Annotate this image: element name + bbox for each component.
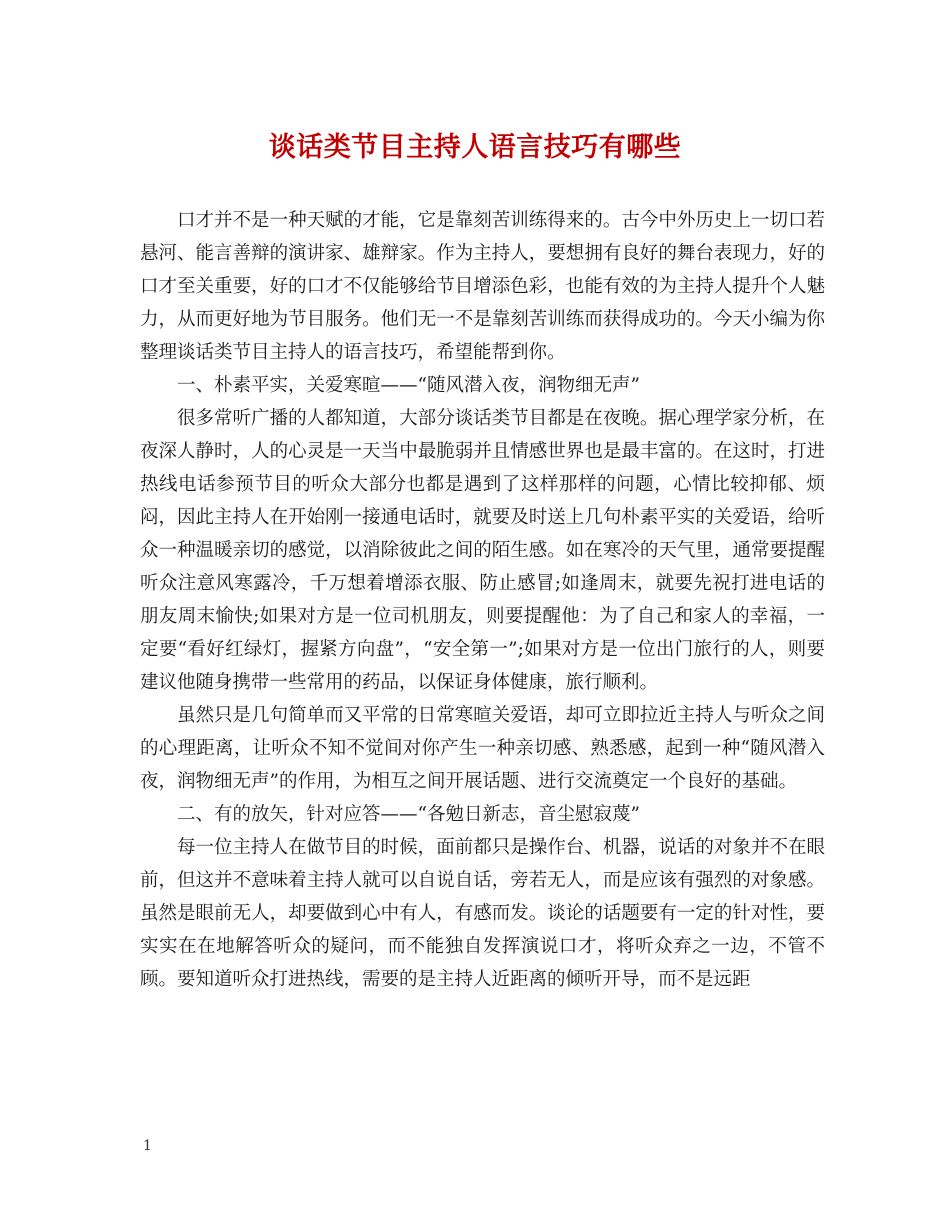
document-title: 谈话类节目主持人语言技巧有哪些 [268,132,682,163]
paragraph-section-2: 每一位主持人在做节目的时候，面前都只是操作台、机器，说话的对象并不在眼前，但这并不意味着主持人就可以自说自话，旁若无人，而是应该有强烈的对象感。虽然是眼前无人，却要做到心中有人，有感而发。谈论的话题要有一定的针对性，要实实在在地解答听众的疑问，而不能独自发挥演说口才，将听众弃之一边，不管不顾。要知道听众打进热线，需要的是主持人近距离的倾听开导，而不是远距 [140,837,825,990]
section-heading-1: 一、朴素平实，关爱寒暄——“随风潜入夜，润物细无声” [177,375,640,396]
paragraph-intro: 口才并不是一种天赋的才能，它是靠刻苦训练得来的。古今中外历史上一切口若悬河、能言善辩的演讲家、雄辩家。作为主持人，要想拥有良好的舞台表现力，好的口才至关重要，好的口才不仅能够给节目增添色彩，也能有效的为主持人提升个人魅力，从而更好地为节目服务。他们无一不是靠刻苦训练而获得成功的。今天小编为你整理谈话类节目主持人的语言技巧，希望能帮到你。 [140,210,825,363]
paragraph-section-1-summary: 虽然只是几句简单而又平常的日常寒暄关爱语，却可立即拉近主持人与听众之间的心理距离，让听众不知不觉间对你产生一种亲切感、熟悉感，起到一种“随风潜入夜，润物细无声”的作用，为相互之间开展话题、进行交流奠定一个良好的基础。 [140,705,825,792]
section-heading-2: 二、有的放矢，针对应答——“各勉日新志，音尘慰寂蔑” [177,804,640,825]
paragraph-section-1: 很多常听广播的人都知道，大部分谈话类节目都是在夜晚。据心理学家分析，在夜深人静时，人的心灵是一天当中最脆弱并且情感世界也是最丰富的。在这时，打进热线电话参预节目的听众大部分也都是遇到了这样那样的问题，心情比较抑郁、烦闷，因此主持人在开始刚一接通电话时，就要及时送上几句朴素平实的关爱语，给听众一种温暖亲切的感觉，以消除彼此之间的陌生感。如在寒冷的天气里，通常要提醒听众注意风寒露冷，千万想着增添衣服、防止感冒;如逢周末，就要先祝打进电话的朋友周末愉快;如果对方是一位司机朋友，则要提醒他：为了自己和家人的幸福，一定要“看好红绿灯，握紧方向盘”，“安全第一”;如果对方是一位出门旅行的人，则要建议他随身携带一些常用的药品，以保证身体健康，旅行顺利。 [140,408,825,693]
page-number: 1 [143,1138,152,1154]
document-body [140,204,825,996]
